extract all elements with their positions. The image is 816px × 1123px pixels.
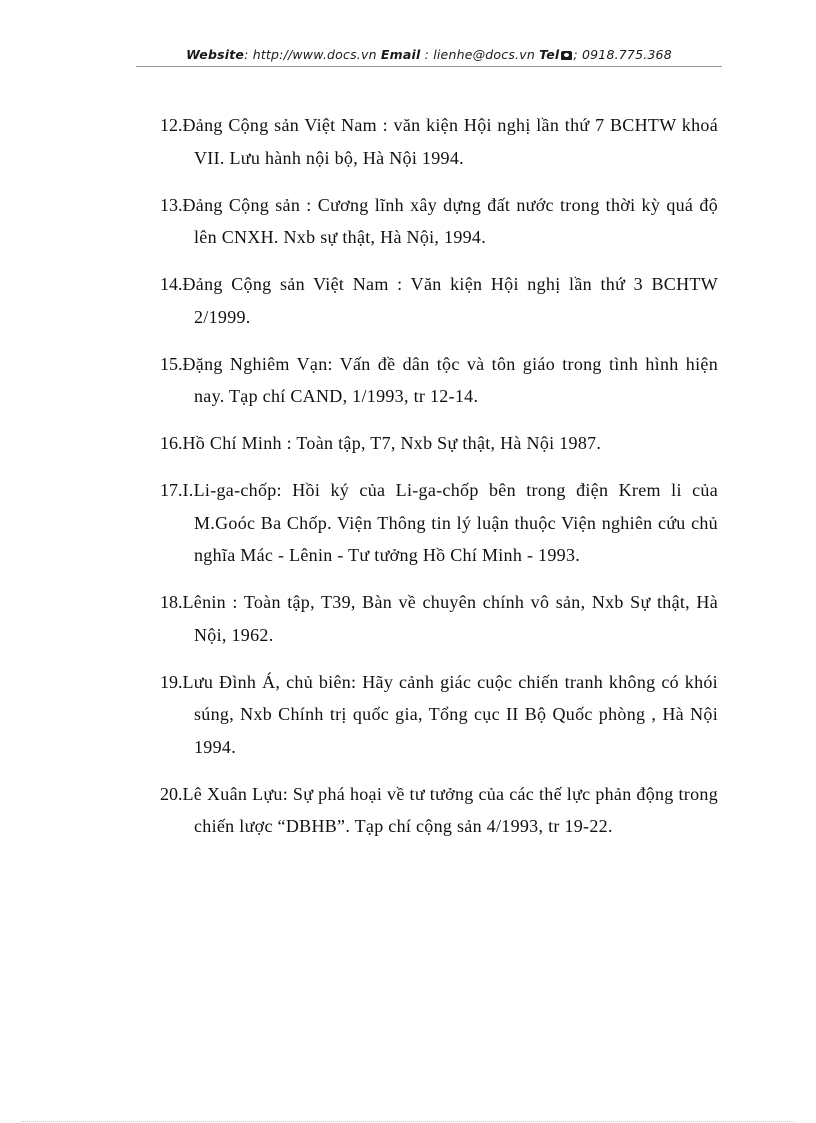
reference-number: 18.	[160, 592, 183, 612]
website-label: Website	[186, 47, 245, 62]
reference-text: Lưu Đình Á, chủ biên: Hãy cảnh giác cuộc chiến tranh không có khói súng, Nxb Chính trị quốc gia, Tổng cục II Bộ Quốc phòng , Hà Nội 1994.	[182, 671, 718, 757]
page-header	[136, 46, 722, 67]
reference-number: 12.	[160, 115, 183, 135]
tel-value: ; 0918.775.368	[573, 47, 672, 62]
reference-number: 19.	[160, 671, 183, 692]
reference-text: Đảng Cộng sản Việt Nam : Văn kiện Hội nghị lần thứ 3 BCHTW 2/1999.	[182, 274, 718, 327]
reference-text: Đảng Cộng sản : Cương lĩnh xây dựng đất nước trong thời kỳ quá độ lên CNXH. Nxb sự thật, Hà Nội, 1994.	[182, 194, 718, 247]
reference-list	[160, 109, 718, 857]
reference-number: 13.	[160, 194, 183, 215]
page-bottom-divider	[22, 1121, 794, 1122]
reference-item	[160, 474, 718, 572]
reference-number: 15.	[160, 353, 183, 374]
reference-item	[160, 666, 718, 764]
reference-number: 17.	[160, 480, 183, 500]
reference-item	[160, 348, 718, 413]
reference-item	[160, 109, 718, 174]
reference-number: 20.	[160, 783, 183, 804]
reference-item	[160, 189, 718, 254]
reference-item	[160, 427, 718, 460]
email-label: Email	[380, 47, 421, 62]
email-value: : lienhe@docs.vn	[420, 47, 540, 62]
reference-text: Hồ Chí Minh : Toàn tập, T7, Nxb Sự thật, Hà Nội 1987.	[182, 433, 602, 453]
reference-text: Lê Xuân Lựu: Sự phá hoại về tư tưởng của các thế lực phản động trong chiến lược “DBHB”. Tạp chí cộng sản 4/1993, tr 19-22.	[182, 783, 718, 836]
reference-number: 16.	[160, 433, 183, 453]
reference-text: I.Li-ga-chốp: Hồi ký của Li-ga-chốp bên trong điện Krem li của M.Goóc Ba Chốp. Viện Thông tin lý luận thuộc Viện nghiên cứu chủ nghĩa Mác - Lênin - Tư tưởng Hồ Chí Minh - 1993.	[182, 480, 718, 565]
website-value: : http://www.docs.vn	[244, 47, 381, 62]
reference-number: 14.	[160, 274, 183, 294]
reference-item	[160, 586, 718, 651]
reference-item	[160, 268, 718, 333]
reference-item	[160, 778, 718, 843]
reference-text: Đảng Cộng sản Việt Nam : văn kiện Hội nghị lần thứ 7 BCHTW khoá VII. Lưu hành nội bộ, Hà Nội 1994.	[182, 115, 718, 168]
phone-icon	[561, 51, 572, 60]
reference-text: Lênin : Toàn tập, T39, Bàn về chuyên chính vô sản, Nxb Sự thật, Hà Nội, 1962.	[182, 592, 718, 645]
reference-text: Đặng Nghiêm Vạn: Vấn đề dân tộc và tôn giáo trong tình hình hiện nay. Tạp chí CAND, 1/1993, tr 12-14.	[182, 353, 718, 406]
tel-label: Tel	[539, 47, 560, 62]
